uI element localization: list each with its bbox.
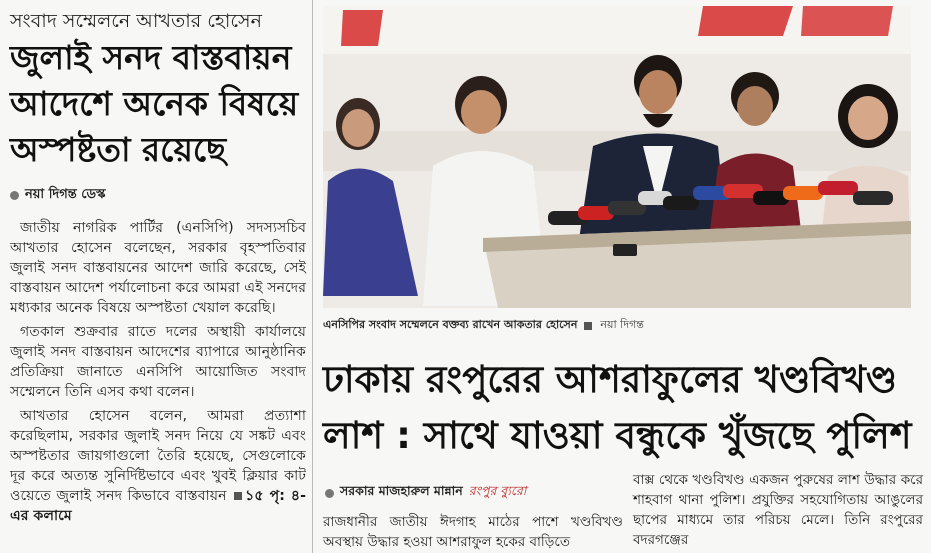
- right-body-col-2: বাক্স থেকে খণ্ডবিখণ্ড একজন পুরুষের লাশ উদ্ধার করে শাহবাগ থানা পুলিশ। প্রযুক্তির সহযোগিতায় আঙুলের ছাপের মাধ্যমে তার পরিচয় মেলে। তিনি রংপুরের বদরগঞ্জের: [633, 472, 923, 548]
- column-divider: [312, 0, 313, 553]
- left-kicker: সংবাদ সম্মেলনে আখতার হোসেন: [10, 10, 262, 32]
- photo-caption: [323, 316, 923, 335]
- right-byline-desk: রংপুর ব্যুরো: [468, 483, 527, 498]
- photo-credit: নয়া দিগন্ত: [600, 318, 644, 331]
- right-headline[interactable]: ঢাকায় রংপুরের আশরাফুলের খণ্ডবিখণ্ড লাশ : সাথে যাওয়া বন্ধুকে খুঁজছে পুলিশ: [323, 358, 912, 457]
- left-paragraph: গতকাল শুক্রবার রাতে দলের অস্থায়ী কার্যালয়ে জুলাই সনদ বাস্তবায়ন আদেশের ব্যাপারে আনুষ্ঠানিক প্রতিক্রিয়া জানাতে এনসিপি আয়োজিত সংবাদ সম্মেলনে তিনি এসব কথা বলেন।: [10, 324, 306, 400]
- right-byline: [325, 483, 526, 503]
- left-last-paragraph: আখতার হোসেন বলেন, আমরা প্রত্যাশা করেছিলাম, সরকার জুলাই সনদ নিয়ে যে সঙ্কট এবং অস্পষ্টতার জায়গাগুলো তৈরি হয়েছে, সেগুলোকে দূর করে অত্যন্ত সুনির্দিষ্টভাবে এবং খুবই ক্লিয়ার কাট ওয়েতে জুলাই সনদ কিভাবে বাস্তবায়ন: [10, 408, 306, 504]
- left-paragraph: জাতীয় নাগরিক পার্টির (এনসিপি) সদস্যসচিব আখতার হোসেন বলেছেন, সরকার বৃহস্পতিবার জুলাই সনদ বাস্তবায়নের আদেশ জারি করেছে, সেই বাস্তবায়ন আদেশ পর্যালোচনা করে আমরা এই সনদের মধ্যকার অনেক বিষয়ে অস্পষ্টতা খেয়াল করেছি।: [10, 220, 306, 316]
- square-icon: [584, 322, 592, 330]
- left-byline-text: নয়া দিগন্ত ডেস্ক: [25, 187, 106, 202]
- square-icon: [234, 492, 242, 500]
- caption-text: এনসিপির সংবাদ সম্মেলনে বক্তব্য রাখেন আকতার হোসেন: [323, 318, 578, 331]
- photo-illustration: [323, 6, 911, 308]
- left-article: [10, 0, 306, 553]
- left-paragraph: [10, 406, 306, 526]
- bullet-icon: [325, 489, 334, 498]
- left-byline: [10, 185, 306, 206]
- right-byline-name: সরকার মাজহারুল মান্নান: [340, 483, 463, 498]
- left-body: [10, 218, 306, 526]
- jump-link[interactable]: ১৫ পৃ: ৪-এর কলামে: [10, 488, 306, 524]
- right-body-col-1: রাজধানীর জাতীয় ঈদগাহ মাঠের পাশে খণ্ডবিখণ্ড অবস্থায় উদ্ধার হওয়া আশরাফুল হকের বাড়িতে: [323, 514, 623, 550]
- bullet-icon: [10, 191, 19, 200]
- press-conference-photo: [323, 6, 911, 308]
- left-headline[interactable]: জুলাই সনদ বাস্তবায়ন আদেশে অনেক বিষয়ে অস্পষ্টতা রয়েছে: [10, 38, 299, 169]
